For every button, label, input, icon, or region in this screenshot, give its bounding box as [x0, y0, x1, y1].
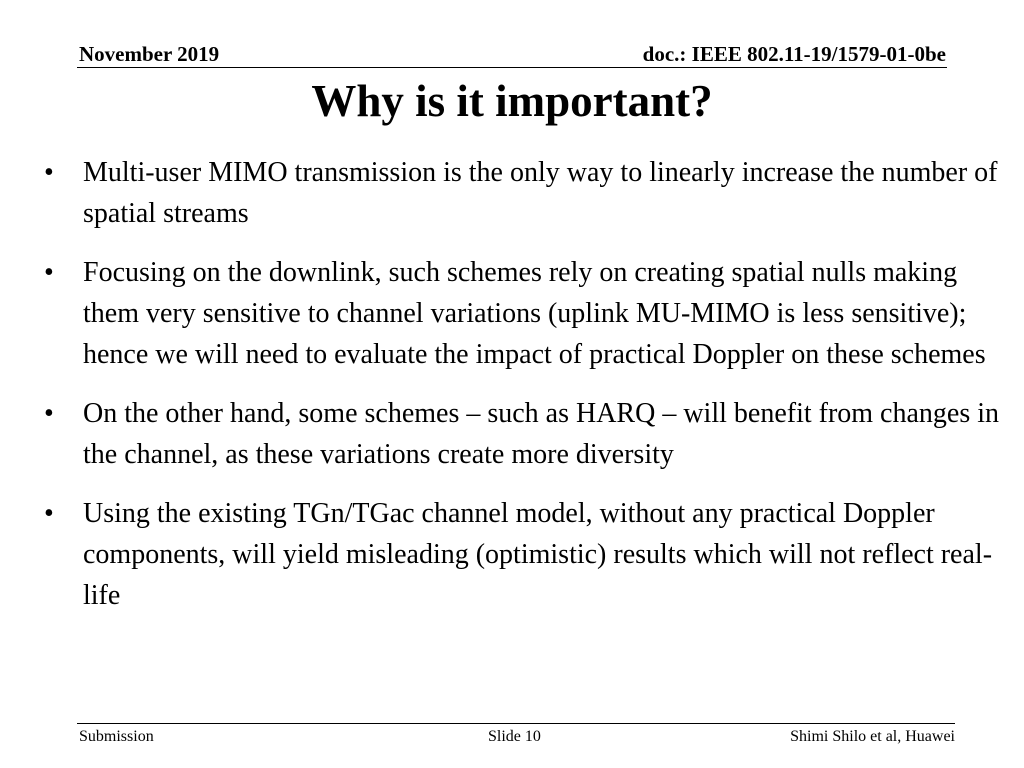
- bullet-item: [44, 493, 1004, 616]
- bullet-marker: •: [44, 398, 54, 429]
- header-divider: [77, 67, 947, 68]
- header-date: November 2019: [79, 42, 220, 66]
- bullet-item: [44, 252, 1004, 375]
- footer-submission: Submission: [79, 728, 154, 745]
- bullet-text: On the other hand, some schemes – such as HARQ – will benefit from changes in the channel, as these variations create more diversity: [83, 398, 1000, 470]
- bullet-marker: •: [44, 257, 54, 288]
- bullet-text: Focusing on the downlink, such schemes rely on creating spatial nulls making them very sensitive to channel variations (uplink MU-MIMO is less sensitive); hence we will need to evaluate the impact of practical Doppler on these schemes: [83, 257, 986, 370]
- slide-title: Why is it important?: [311, 76, 713, 126]
- bullet-item: [44, 393, 1004, 475]
- footer-slide-number: Slide 10: [488, 728, 541, 745]
- footer-divider: [77, 723, 955, 724]
- footer-authors: Shimi Shilo et al, Huawei: [790, 728, 955, 745]
- bullet-marker: •: [44, 157, 54, 188]
- bullet-text: Using the existing TGn/TGac channel model, without any practical Doppler components, will yield misleading (optimistic) results which will not reflect real-life: [83, 498, 993, 611]
- bullet-item: [44, 152, 1004, 234]
- bullet-text: Multi-user MIMO transmission is the only way to linearly increase the number of spatial streams: [83, 157, 998, 229]
- bullet-list: [44, 152, 1004, 634]
- bullet-marker: •: [44, 498, 54, 529]
- header-doc-id: doc.: IEEE 802.11-19/1579-01-0be: [642, 42, 946, 66]
